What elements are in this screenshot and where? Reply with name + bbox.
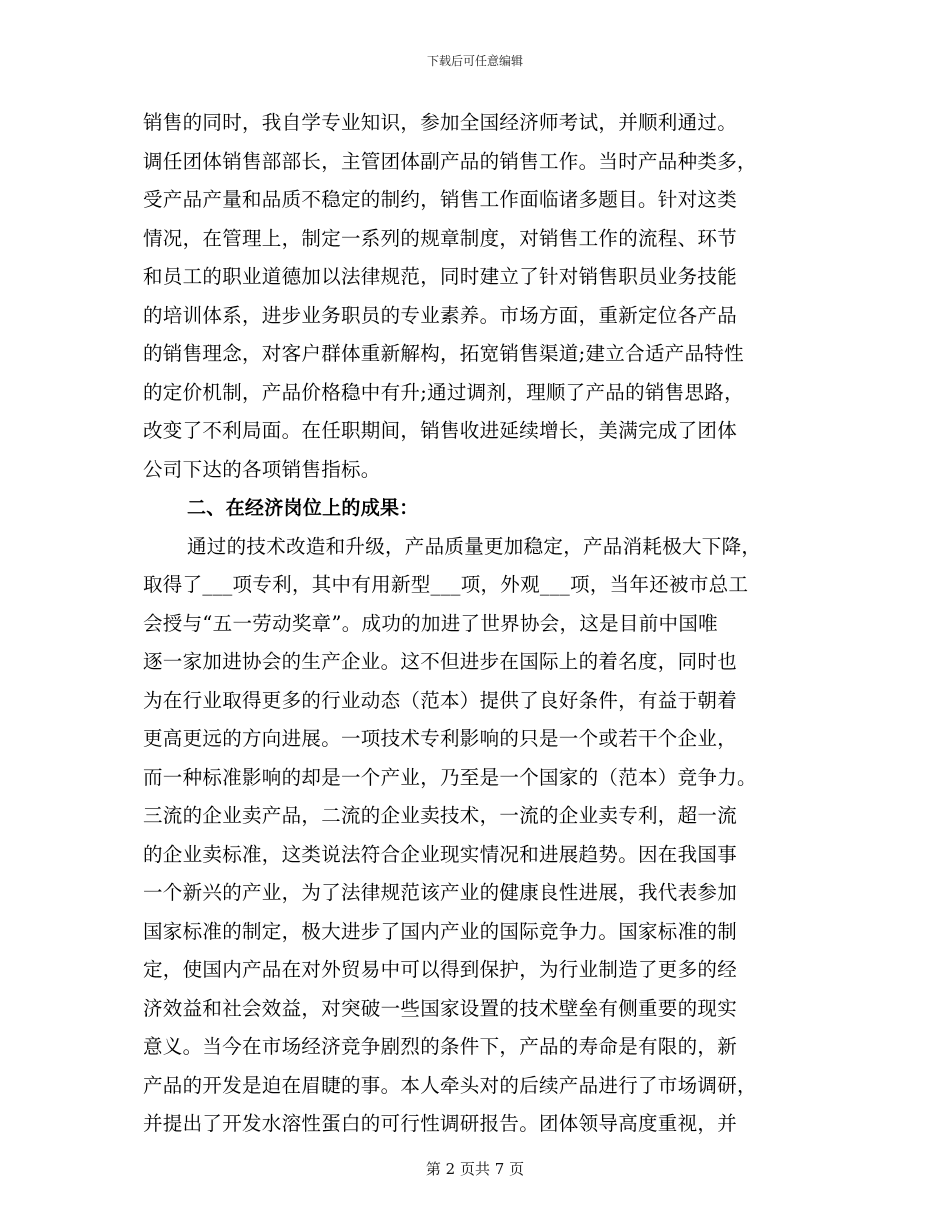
body-text-line: 济效益和社会效益，对突破一些国家设置的技术壁垒有侧重要的现实 bbox=[143, 996, 738, 1020]
document-body bbox=[143, 104, 813, 1144]
body-text-line: 逐一家加进协会的生产企业。这不但进步在国际上的着名度，同时也 bbox=[143, 650, 738, 673]
page-header: 下载后可任意编辑 bbox=[426, 54, 523, 68]
body-text-line: 改变了不利局面。在任职期间，销售收进延续增长，美满完成了团体 bbox=[143, 419, 738, 442]
body-text-line: 三流的企业卖产品，二流的企业卖技术，一流的企业卖专利，超一流 bbox=[143, 804, 738, 827]
body-text-line: 意义。当今在市场经济竞争剧烈的条件下，产品的寿命是有限的，新 bbox=[143, 1035, 738, 1058]
body-text-line: 销售的同时，我自学专业知识，参加全国经济师考试，并顺利通过。 bbox=[143, 111, 738, 134]
section-heading: 二、在经济岗位上的成果： bbox=[187, 497, 419, 519]
body-text-line: 受产品产量和品质不稳定的制约，销售工作面临诸多题目。针对这类 bbox=[143, 188, 738, 211]
body-text-line: 通过的技术改造和升级，产品质量更加稳定，产品消耗极大下降， bbox=[187, 534, 762, 558]
body-text-line: 定，使国内产品在对外贸易中可以得到保护，为行业制造了更多的经 bbox=[143, 958, 738, 981]
body-text-line: 的培训体系，进步业务职员的专业素养。市场方面，重新定位各产品 bbox=[143, 303, 738, 327]
body-text-line: 的销售理念，对客户群体重新解构，拓宽销售渠道;建立合适产品特性 bbox=[143, 342, 744, 365]
body-text-line: 的企业卖标准，这类说法符合企业现实情况和进展趋势。因在我国事 bbox=[143, 842, 738, 866]
body-text-line: 会授与“五一劳动奖章”。成功的加进了世界协会，这是目前中国唯 bbox=[143, 611, 718, 635]
body-text-line: 产品的开发是迫在眉睫的事。本人牵头对的后续产品进行了市场调研， bbox=[143, 1073, 757, 1097]
body-text-line: 取得了___项专利，其中有用新型___项，外观___项，当年还被市总工 bbox=[143, 573, 749, 596]
body-text-line: 国家标准的制定，极大进步了国内产业的国际竞争力。国家标准的制 bbox=[143, 919, 738, 943]
body-text-line: 更高更远的方向进展。一项技术专利影响的只是一个或若干个企业， bbox=[143, 727, 738, 750]
body-text-line: 而一种标准影响的却是一个产业，乃至是一个国家的（范本）竞争力。 bbox=[143, 765, 757, 789]
body-text-line: 和员工的职业道德加以法律规范，同时建立了针对销售职员业务技能 bbox=[143, 265, 738, 288]
body-text-line: 为在行业取得更多的行业动态（范本）提供了良好条件，有益于朝着 bbox=[143, 688, 738, 712]
page-number-footer: 第 2 页共 7 页 bbox=[425, 1160, 525, 1178]
body-text-line: 情况，在管理上，制定一系列的规章制度，对销售工作的流程、环节 bbox=[143, 226, 738, 250]
body-text-line: 一个新兴的产业，为了法律规范该产业的健康良性进展，我代表参加 bbox=[143, 881, 738, 904]
body-text-line: 公司下达的各项销售指标。 bbox=[143, 457, 381, 481]
body-text-line: 的定价机制，产品价格稳中有升;通过调剂，理顺了产品的销售思路， bbox=[143, 380, 744, 404]
body-text-line: 并提出了开发水溶性蛋白的可行性调研报告。团体领导高度重视，并 bbox=[143, 1112, 738, 1135]
body-text-line: 调任团体销售部部长，主管团体副产品的销售工作。当时产品种类多， bbox=[143, 149, 757, 173]
